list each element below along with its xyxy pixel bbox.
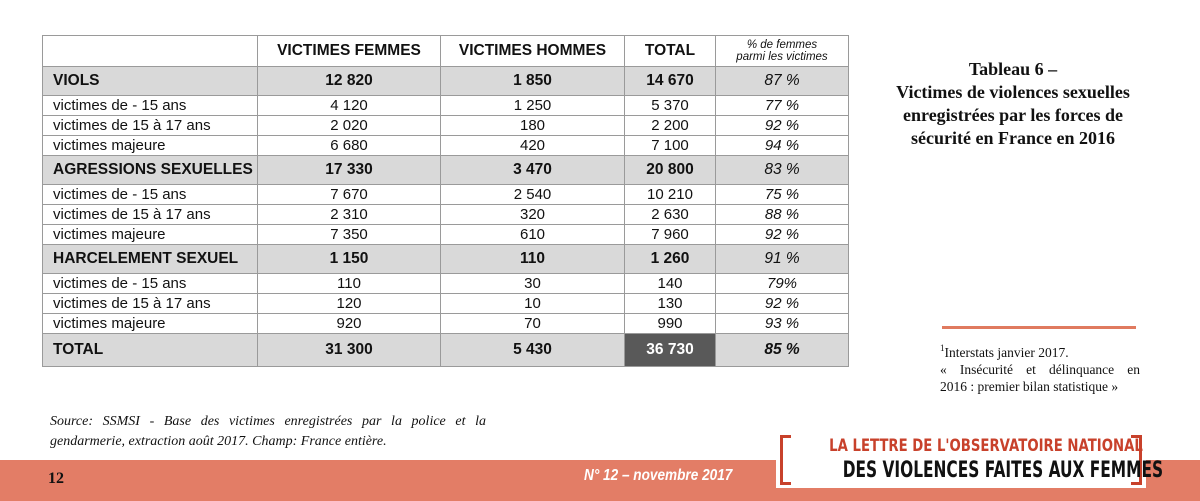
- cell-total: 130: [625, 294, 716, 314]
- cell-total: 5 370: [625, 96, 716, 116]
- table-row: [43, 314, 849, 334]
- row-label: TOTAL: [43, 334, 258, 367]
- row-label: victimes de 15 à 17 ans: [43, 294, 258, 314]
- cell-total: 14 670: [625, 67, 716, 96]
- header-victimes-hommes: VICTIMES HOMMES: [441, 36, 625, 67]
- footnote-line3: 2016 : premier bilan statistique »: [940, 379, 1119, 394]
- cell-pct: 92 %: [716, 294, 849, 314]
- logo-line1: LA LETTRE DE L'OBSERVATOIRE NATIONAL: [829, 436, 1143, 456]
- category-row-viols: [43, 67, 849, 96]
- cell-hommes: 70: [441, 314, 625, 334]
- cell-total-highlighted: 36 730: [625, 334, 716, 367]
- header-pct-line2: parmi les victimes: [736, 51, 828, 63]
- table-row: [43, 185, 849, 205]
- statistics-table: [42, 35, 849, 367]
- row-label: victimes de - 15 ans: [43, 185, 258, 205]
- cell-hommes: 180: [441, 116, 625, 136]
- row-label: victimes de - 15 ans: [43, 96, 258, 116]
- header-victimes-femmes: VICTIMES FEMMES: [258, 36, 441, 67]
- cell-femmes: 6 680: [258, 136, 441, 156]
- table-row: [43, 225, 849, 245]
- cell-total: 2 200: [625, 116, 716, 136]
- cell-total: 7 960: [625, 225, 716, 245]
- source-note: Source: SSMSI - Base des victimes enregistrées par la police et la gendarmerie, extraction août 2017. Champ: France entière.: [50, 414, 486, 449]
- logo-line2: DES VIOLENCES FAITES AUX FEMMES: [842, 458, 1164, 483]
- footnote-text1: Interstats janvier 2017.: [944, 345, 1069, 360]
- row-label: victimes majeure: [43, 136, 258, 156]
- page-number: 12: [48, 470, 64, 487]
- cell-hommes: 110: [441, 245, 625, 274]
- category-row-harcelement: [43, 245, 849, 274]
- cell-femmes: 12 820: [258, 67, 441, 96]
- footnote: [940, 344, 1140, 395]
- cell-pct: 94 %: [716, 136, 849, 156]
- header-pct-line1: % de femmes: [746, 39, 818, 51]
- row-label: AGRESSIONS SEXUELLES: [43, 156, 258, 185]
- cell-hommes: 1 250: [441, 96, 625, 116]
- cell-femmes: 120: [258, 294, 441, 314]
- cell-total: 990: [625, 314, 716, 334]
- table-caption: [868, 58, 1158, 150]
- cell-femmes: 31 300: [258, 334, 441, 367]
- cell-pct: 83 %: [716, 156, 849, 185]
- cell-hommes: 10: [441, 294, 625, 314]
- cell-total: 10 210: [625, 185, 716, 205]
- cell-pct: 79%: [716, 274, 849, 294]
- header-pct-femmes: [716, 36, 849, 67]
- footnote-divider: [942, 326, 1136, 329]
- table-row: [43, 136, 849, 156]
- cell-pct: 88 %: [716, 205, 849, 225]
- table-header-row: [43, 36, 849, 67]
- cell-pct: 87 %: [716, 67, 849, 96]
- table-row: [43, 96, 849, 116]
- cell-femmes: 110: [258, 274, 441, 294]
- cell-femmes: 17 330: [258, 156, 441, 185]
- publication-logo: [776, 432, 1164, 488]
- row-label: victimes de 15 à 17 ans: [43, 116, 258, 136]
- cell-femmes: 7 670: [258, 185, 441, 205]
- caption-line2: Victimes de violences sexuelles: [896, 82, 1130, 102]
- cell-total: 140: [625, 274, 716, 294]
- cell-pct: 91 %: [716, 245, 849, 274]
- cell-hommes: 3 470: [441, 156, 625, 185]
- cell-femmes: 7 350: [258, 225, 441, 245]
- cell-femmes: 2 310: [258, 205, 441, 225]
- row-label: victimes de - 15 ans: [43, 274, 258, 294]
- caption-line4: sécurité en France en 2016: [911, 128, 1115, 148]
- cell-pct: 75 %: [716, 185, 849, 205]
- cell-hommes: 420: [441, 136, 625, 156]
- cell-pct: 77 %: [716, 96, 849, 116]
- cell-hommes: 1 850: [441, 67, 625, 96]
- table-row: [43, 205, 849, 225]
- total-row: [43, 334, 849, 367]
- cell-total: 7 100: [625, 136, 716, 156]
- table-row: [43, 294, 849, 314]
- table-row: [43, 274, 849, 294]
- cell-hommes: 5 430: [441, 334, 625, 367]
- cell-femmes: 4 120: [258, 96, 441, 116]
- footnote-line2: « Insécurité et délinquance en: [940, 362, 1140, 377]
- caption-line1: Tableau 6 –: [968, 59, 1058, 79]
- cell-total: 1 260: [625, 245, 716, 274]
- cell-pct: 93 %: [716, 314, 849, 334]
- header-empty: [43, 36, 258, 67]
- cell-pct: 92 %: [716, 225, 849, 245]
- cell-femmes: 920: [258, 314, 441, 334]
- cell-pct: 92 %: [716, 116, 849, 136]
- issue-label: N° 12 – novembre 2017: [584, 467, 733, 484]
- cell-hommes: 30: [441, 274, 625, 294]
- cell-hommes: 2 540: [441, 185, 625, 205]
- logo-bracket-left: [780, 435, 791, 485]
- category-row-agressions: [43, 156, 849, 185]
- row-label: victimes majeure: [43, 225, 258, 245]
- caption-line3: enregistrées par les forces de: [903, 105, 1123, 125]
- table-row: [43, 116, 849, 136]
- cell-femmes: 2 020: [258, 116, 441, 136]
- cell-total: 2 630: [625, 205, 716, 225]
- cell-femmes: 1 150: [258, 245, 441, 274]
- row-label: HARCELEMENT SEXUEL: [43, 245, 258, 274]
- cell-hommes: 610: [441, 225, 625, 245]
- cell-pct: 85 %: [716, 334, 849, 367]
- cell-hommes: 320: [441, 205, 625, 225]
- footnote-line1: [940, 344, 1140, 361]
- row-label: victimes de 15 à 17 ans: [43, 205, 258, 225]
- footnote-marker: 1: [940, 343, 945, 353]
- row-label: victimes majeure: [43, 314, 258, 334]
- header-total: TOTAL: [625, 36, 716, 67]
- cell-total: 20 800: [625, 156, 716, 185]
- row-label: VIOLS: [43, 67, 258, 96]
